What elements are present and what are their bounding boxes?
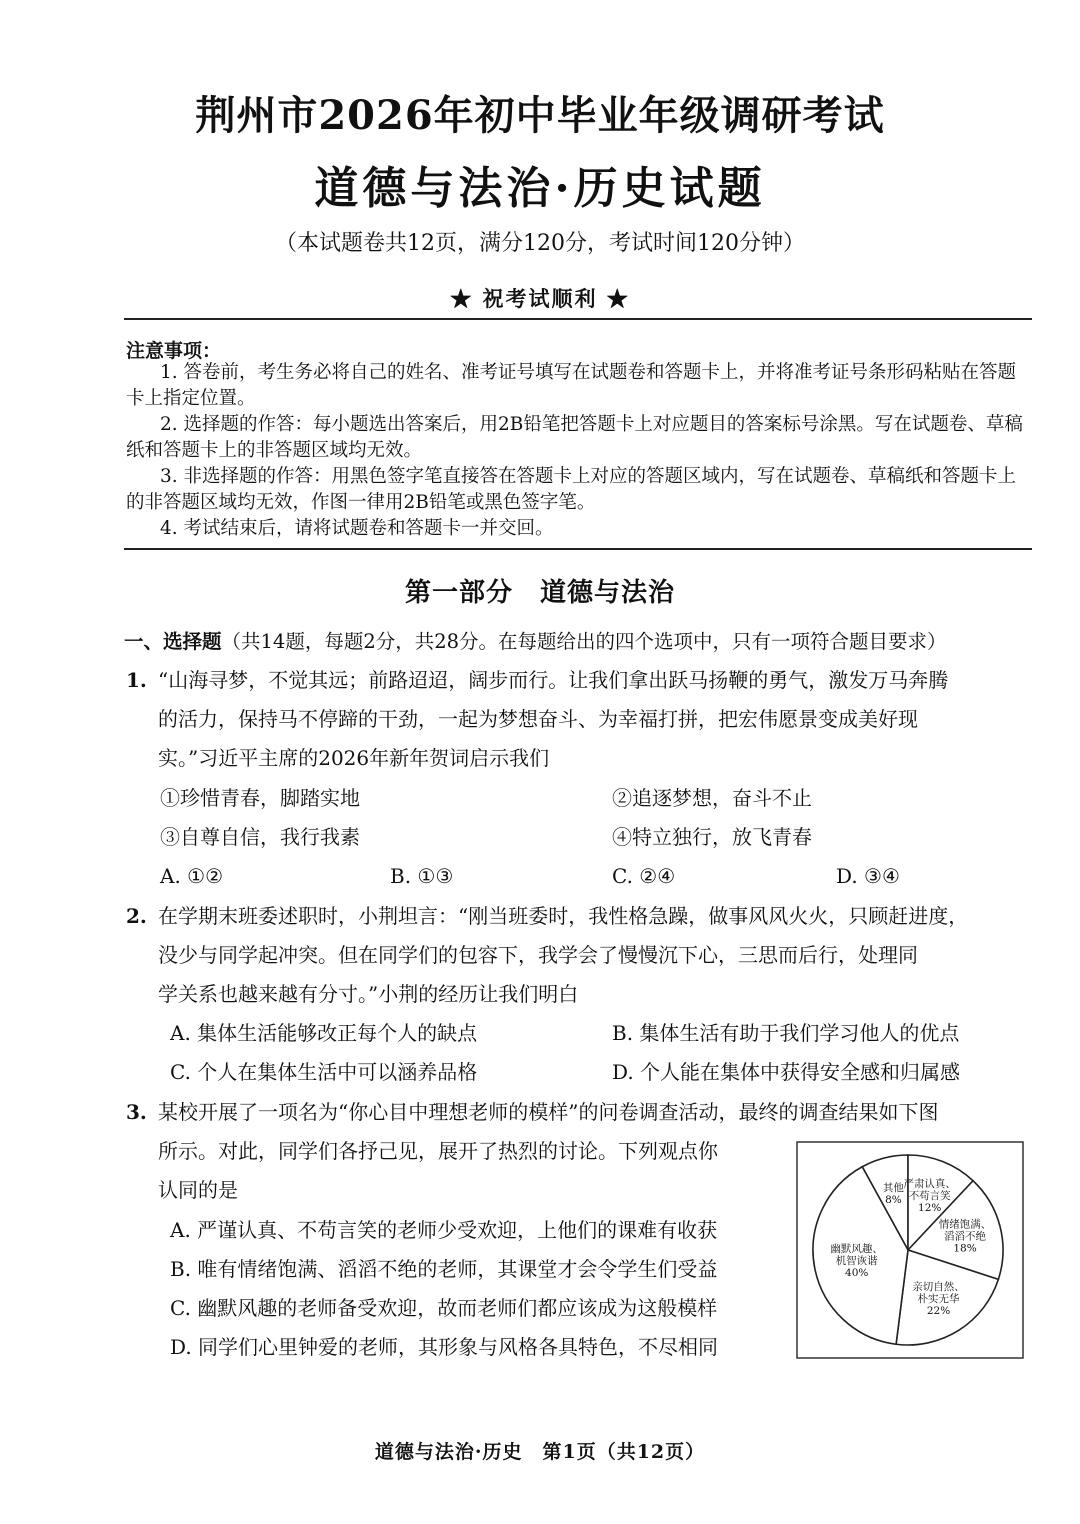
pie-slice-label: 情绪饱满、滔滔不绝 18% xyxy=(938,1218,992,1255)
question-line: 所示。对此，同学们各抒己见，展开了热烈的讨论。下列观点你 xyxy=(158,1139,718,1163)
notice-heading: 注意事项： xyxy=(126,340,222,362)
answer-option: A. ①② xyxy=(160,864,224,888)
answer-option: B. ①③ xyxy=(390,864,454,888)
statement: ③自尊自信，我行我素 xyxy=(160,825,360,849)
notice-divider xyxy=(124,548,1032,550)
statement: ④特立独行，放飞青春 xyxy=(612,825,812,849)
top-divider xyxy=(124,318,1032,320)
question-line: 实。”习近平主席的2026年新年贺词启示我们 xyxy=(158,746,550,770)
question-line: “山海寻梦，不觉其远；前路迢迢，阔步而行。让我们拿出跃马扬鞭的勇气，激发万马奔腾 xyxy=(158,668,949,692)
good-luck-banner: ★ 祝考试顺利 ★ xyxy=(450,286,630,311)
section-rule: （共14题，每题2分，共28分。在每题给出的四个选项中，只有一项符合题目要求） xyxy=(221,630,947,653)
statement: ①珍惜青春，脚踏实地 xyxy=(160,786,360,810)
section-label: 一、选择题 xyxy=(124,630,222,653)
answer-option: C. 个人在集体生活中可以涵养品格 xyxy=(170,1060,478,1084)
question-number: 2. xyxy=(126,904,147,928)
notice-item: 1. 答卷前，考生务必将自己的姓名、准考证号填写在试题卷和答题卡上，并将准考证号条形码粘贴在答题卡上指定位置。 xyxy=(126,362,1017,409)
subject-title: 道德与法治·历史试题 xyxy=(314,163,766,214)
question-line: 在学期末班委述职时，小荆坦言：“刚当班委时，我性格急躁，做事风风火火，只顾赶进度， xyxy=(158,904,969,928)
notice-item: 4. 考试结束后，请将试题卷和答题卡一并交回。 xyxy=(160,518,554,539)
answer-option: C. ②④ xyxy=(612,864,676,888)
answer-option: D. 个人能在集体中获得安全感和归属感 xyxy=(612,1060,961,1084)
answer-option: D. 同学们心里钟爱的老师，其形象与风格各具特色，不尽相同 xyxy=(170,1335,719,1359)
pie-slice-label: 其他 8% xyxy=(882,1182,904,1206)
answer-option: C. 幽默风趣的老师备受欢迎，故而老师们都应该成为这般模样 xyxy=(170,1296,718,1320)
survey-pie-chart xyxy=(795,1140,1025,1360)
question-line: 某校开展了一项名为“你心目中理想老师的模样”的问卷调查活动，最终的调查结果如下图 xyxy=(158,1100,939,1124)
question-number: 1. xyxy=(126,668,147,692)
exam-info: （本试题卷共12页，满分120分，考试时间120分钟） xyxy=(275,231,805,256)
question-line: 没少与同学起冲突。但在同学们的包容下，我学会了慢慢沉下心，三思而后行，处理同 xyxy=(158,943,918,967)
pie-slice-label: 亲切自然、朴实无华 22% xyxy=(912,1281,965,1318)
question-line: 认同的是 xyxy=(158,1178,238,1202)
part-title: 第一部分 道德与法治 xyxy=(404,578,675,608)
statement: ②追逐梦想，奋斗不止 xyxy=(612,786,812,810)
notice-item: 2. 选择题的作答：每小题选出答案后，用2B铅笔把答题卡上对应题目的答案标号涂黑。写在试题卷、草稿纸和答题卡上的非答题区域均无效。 xyxy=(126,414,1023,461)
exam-title: 荆州市2026年初中毕业年级调研考试 xyxy=(195,92,885,139)
answer-option: B. 唯有情绪饱满、滔滔不绝的老师，其课堂才会令学生们受益 xyxy=(170,1257,718,1281)
question-line: 学关系也越来越有分寸。”小荆的经历让我们明白 xyxy=(158,982,579,1006)
pie-slice-label: 幽默风趣、机智诙谐 40% xyxy=(830,1242,883,1279)
answer-option: A. 严谨认真、不苟言笑的老师少受欢迎，上他们的课难有收获 xyxy=(170,1218,718,1242)
pie-slice-label: 严肃认真、不苟言笑 12% xyxy=(903,1178,956,1215)
question-line: 的活力，保持马不停蹄的干劲，一起为梦想奋斗、为幸福打拼，把宏伟愿景变成美好现 xyxy=(158,707,918,731)
notice-item: 3. 非选择题的作答：用黑色签字笔直接答在答题卡上对应的答题区域内，写在试题卷、草稿纸和答题卡上的非答题区域均无效，作图一律用2B铅笔或黑色签字笔。 xyxy=(126,466,1017,513)
page-footer: 道德与法治·历史 第1页（共12页） xyxy=(374,1441,706,1463)
answer-option: B. 集体生活有助于我们学习他人的优点 xyxy=(612,1021,960,1045)
section-heading xyxy=(124,626,947,654)
question-number: 3. xyxy=(126,1100,147,1124)
answer-option: A. 集体生活能够改正每个人的缺点 xyxy=(170,1021,478,1045)
answer-option: D. ③④ xyxy=(836,864,900,888)
